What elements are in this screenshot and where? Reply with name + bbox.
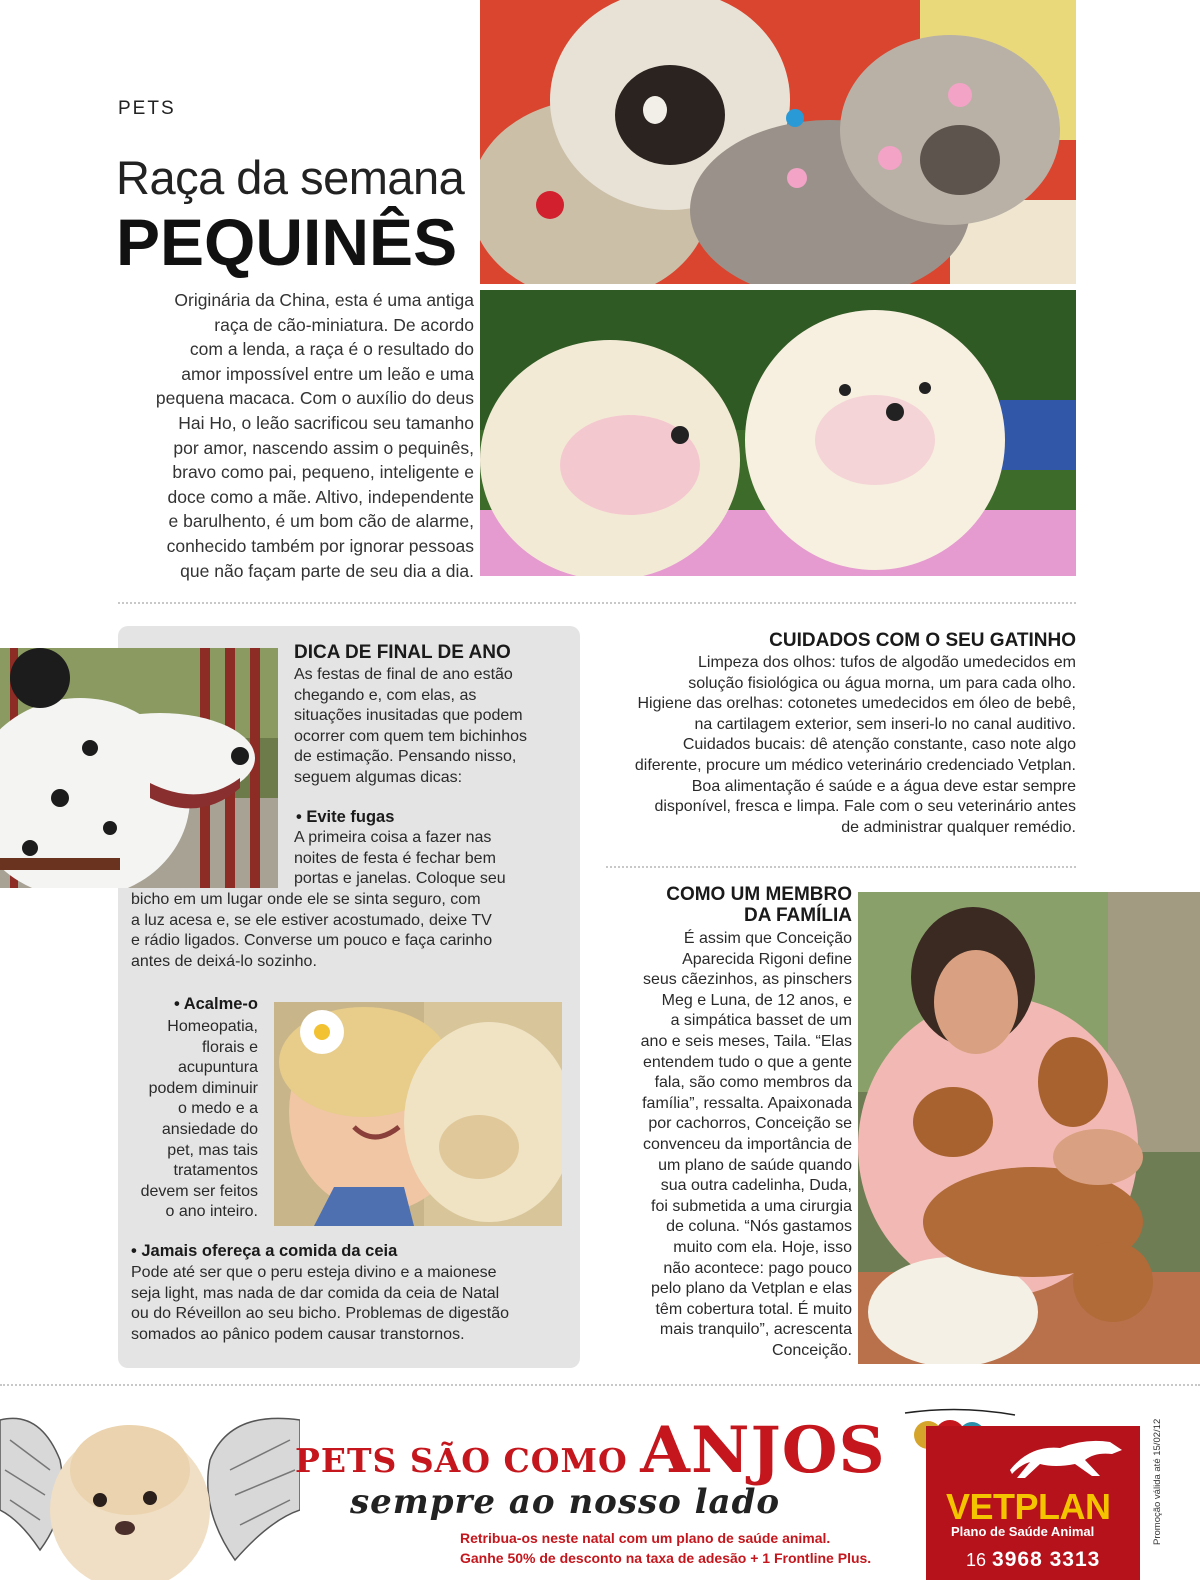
vetplan-subtitle: Plano de Saúde Animal	[951, 1524, 1095, 1539]
tip2-line: Homeopatia,	[167, 1018, 258, 1035]
tip2-text	[118, 1017, 258, 1223]
woman-with-dogs-photo	[858, 892, 1200, 1364]
tip2-line: o ano inteiro.	[165, 1203, 258, 1221]
tip1-line: portas e janelas. Coloque seu	[294, 870, 506, 888]
dica-intro-line: ocorrer com quem tem bichinhos	[294, 727, 527, 745]
intro-line: bravo como pai, pequeno, inteligente e	[172, 462, 474, 483]
white-puppies-photo	[480, 290, 1076, 576]
dica-heading: DICA DE FINAL DE ANO	[294, 642, 511, 663]
dica-intro-line: chegando e, com elas, as	[294, 686, 477, 704]
ad-headline-small: PETS SÃO COMO	[295, 1441, 641, 1480]
intro-line: que não façam parte de seu dia a dia.	[180, 560, 474, 581]
tip3-line: Pode até ser que o peru esteja divino e a maionese	[131, 1264, 497, 1281]
family-text	[596, 929, 852, 1361]
tip1-line: A primeira coisa a fazer nas	[294, 829, 492, 846]
family-heading	[600, 884, 852, 926]
cat-care-line: solução fisiológica ou água morna, um para cada olho.	[688, 674, 1076, 692]
tip2-line: acupuntura	[177, 1059, 258, 1077]
dalmatian-photo	[0, 648, 278, 888]
tip1-text-top	[294, 828, 574, 890]
cat-care-line: de administrar qualquer remédio.	[841, 818, 1076, 836]
cat-care-line: diferente, procure um médico veterinário credenciado Vetplan.	[634, 756, 1076, 774]
tip3-heading: • Jamais ofereça a comida da ceia	[131, 1242, 398, 1260]
cat-care-text	[580, 653, 1076, 838]
tip2-line: pet, mas tais	[167, 1141, 258, 1159]
family-line: família”, ressalta. Apaixonada	[642, 1094, 852, 1112]
tip2-line: tratamentos	[173, 1162, 258, 1180]
vetplan-brand: VETPLAN	[946, 1486, 1111, 1527]
family-line: Aparecida Rigoni define	[682, 950, 852, 968]
dica-intro-line: seguem algumas dicas:	[294, 768, 463, 786]
tip1-line: antes de deixá-lo sozinho.	[131, 952, 317, 970]
family-line: um plano de saúde quando	[658, 1156, 852, 1174]
dica-intro	[294, 665, 574, 789]
phone-area-code: 16	[966, 1550, 987, 1570]
family-line: muito com ela. Hoje, isso	[673, 1238, 852, 1256]
ad-promo-line1: Retribua-os neste natal com um plano de saúde animal.	[460, 1530, 831, 1546]
family-line: ano e seis meses, Taila. “Elas	[640, 1032, 852, 1050]
family-line: Meg e Luna, de 12 anos, e	[661, 991, 852, 1009]
tip2-line: ansiedade do	[161, 1120, 258, 1138]
greyhound-logo-icon	[1000, 1430, 1130, 1482]
family-line: por cachorros, Conceição se	[648, 1115, 852, 1133]
dica-intro-line: de estimação. Pensando nisso,	[294, 748, 517, 766]
family-line: Conceição.	[771, 1341, 852, 1359]
tip2-line: podem diminuir	[148, 1079, 258, 1097]
tip3-line: ou do Réveillon ao seu bicho. Problemas de digestão	[131, 1305, 510, 1323]
family-line: não acontece: pago pouco	[663, 1259, 852, 1277]
cat-care-line: Higiene das orelhas: cotonetes umedecidos em óleo de bebê,	[637, 695, 1076, 713]
tip1-line: e rádio ligados. Converse um pouco e faça carinho	[131, 932, 493, 950]
intro-line: Originária da China, esta é uma antiga	[174, 290, 474, 310]
intro-line: conhecido também por ignorar pessoas	[166, 535, 474, 556]
intro-line: Hai Ho, o leão sacrificou seu tamanho	[178, 412, 474, 433]
intro-line: por amor, nascendo assim o pequinês,	[173, 437, 474, 458]
dica-intro-line: situações inusitadas que podem	[294, 707, 523, 725]
pekingese-puppies-photo	[480, 0, 1076, 284]
breed-title: PEQUINÊS	[116, 205, 458, 279]
angel-puppy-image	[0, 1400, 300, 1580]
cat-care-line: Cuidados bucais: dê atenção constante, caso note algo	[682, 736, 1076, 754]
tip1-line: a luz acesa e, se ele estiver acostumado, deixe TV	[131, 911, 492, 929]
footer-divider	[0, 1384, 1200, 1386]
tip2-line: devem ser feitos	[140, 1182, 258, 1200]
family-line: É assim que Conceição	[683, 930, 852, 947]
tip1-line: noites de festa é fechar bem	[294, 849, 496, 867]
intro-line: raça de cão-miniatura. De acordo	[214, 314, 474, 335]
ad-headline	[295, 1413, 886, 1488]
tip2-line: o medo e a	[177, 1100, 258, 1118]
cat-care-line: na cartilagem exterior, sem inseri-lo no canal auditivo.	[694, 715, 1076, 733]
family-line: foi submetida a uma cirurgia	[651, 1197, 852, 1215]
family-line: mais tranquilo”, acrescenta	[659, 1321, 852, 1339]
tip1-heading: • Evite fugas	[296, 808, 395, 826]
family-heading-line: DA FAMÍLIA	[743, 905, 852, 926]
cat-care-heading: CUIDADOS COM O SEU GATINHO	[769, 630, 1076, 651]
family-line: entendem tudo o que a gente	[642, 1053, 852, 1071]
page-title: Raça da semana	[116, 151, 465, 204]
promo-validity: Promoção válida até 15/02/12	[1152, 1418, 1163, 1545]
intro-line: amor impossível entre um leão e uma	[181, 363, 474, 384]
family-line: seus cãezinhos, as pinschers	[643, 971, 852, 989]
family-line: a simpática basset de um	[670, 1012, 852, 1030]
ad-tagline: sempre ao nosso lado	[350, 1482, 781, 1522]
ad-promo-line2: Ganhe 50% de desconto na taxa de adesão + 1 Frontline Plus.	[460, 1550, 872, 1566]
family-line: têm cobertura total. É muito	[655, 1300, 852, 1318]
vetplan-phone	[966, 1548, 1100, 1572]
intro-paragraph	[106, 288, 474, 583]
ad-headline-big: ANJOS	[640, 1413, 886, 1488]
dica-intro-line: As festas de final de ano estão	[294, 666, 513, 683]
cat-care-line: Boa alimentação é saúde e a água deve estar sempre	[691, 777, 1076, 795]
family-line: de coluna. “Nós gastamos	[666, 1218, 852, 1236]
tip1-line: bicho em um lugar onde ele se sinta seguro, com	[131, 891, 481, 908]
intro-line: pequena macaca. Com o auxílio do deus	[155, 388, 474, 409]
family-line: fala, são como membros da	[654, 1074, 852, 1092]
tip1-text-bottom	[131, 890, 571, 972]
tip2-heading: • Acalme-o	[173, 995, 258, 1013]
tip3-text	[131, 1263, 571, 1345]
family-heading-line: COMO UM MEMBRO	[666, 884, 852, 905]
section-divider	[118, 602, 1076, 604]
tip3-line: seja light, mas nada de dar comida da ceia de Natal	[131, 1284, 500, 1302]
cat-care-line: disponível, fresca e limpa. Fale com o seu veterinário antes	[654, 798, 1076, 816]
phone-number: 3968 3313	[992, 1548, 1101, 1571]
child-with-dog-photo	[274, 1002, 562, 1226]
intro-line: com a lenda, a raça é o resultado do	[189, 339, 474, 360]
section-label: PETS	[118, 98, 176, 119]
tip3-line: somados ao pânico podem causar transtornos.	[131, 1325, 465, 1343]
family-line: sua outra cadelinha, Duda,	[660, 1177, 852, 1195]
intro-line: e barulhento, é um bom cão de alarme,	[168, 511, 474, 532]
tip2-line: florais e	[201, 1038, 258, 1056]
cat-care-line: Limpeza dos olhos: tufos de algodão umedecidos em	[697, 654, 1076, 671]
column-divider	[606, 866, 1076, 868]
intro-line: doce como a mãe. Altivo, independente	[167, 486, 474, 507]
family-line: convenceu da importância de	[642, 1135, 852, 1153]
family-line: pelo plano da Vetplan e elas	[650, 1280, 852, 1298]
